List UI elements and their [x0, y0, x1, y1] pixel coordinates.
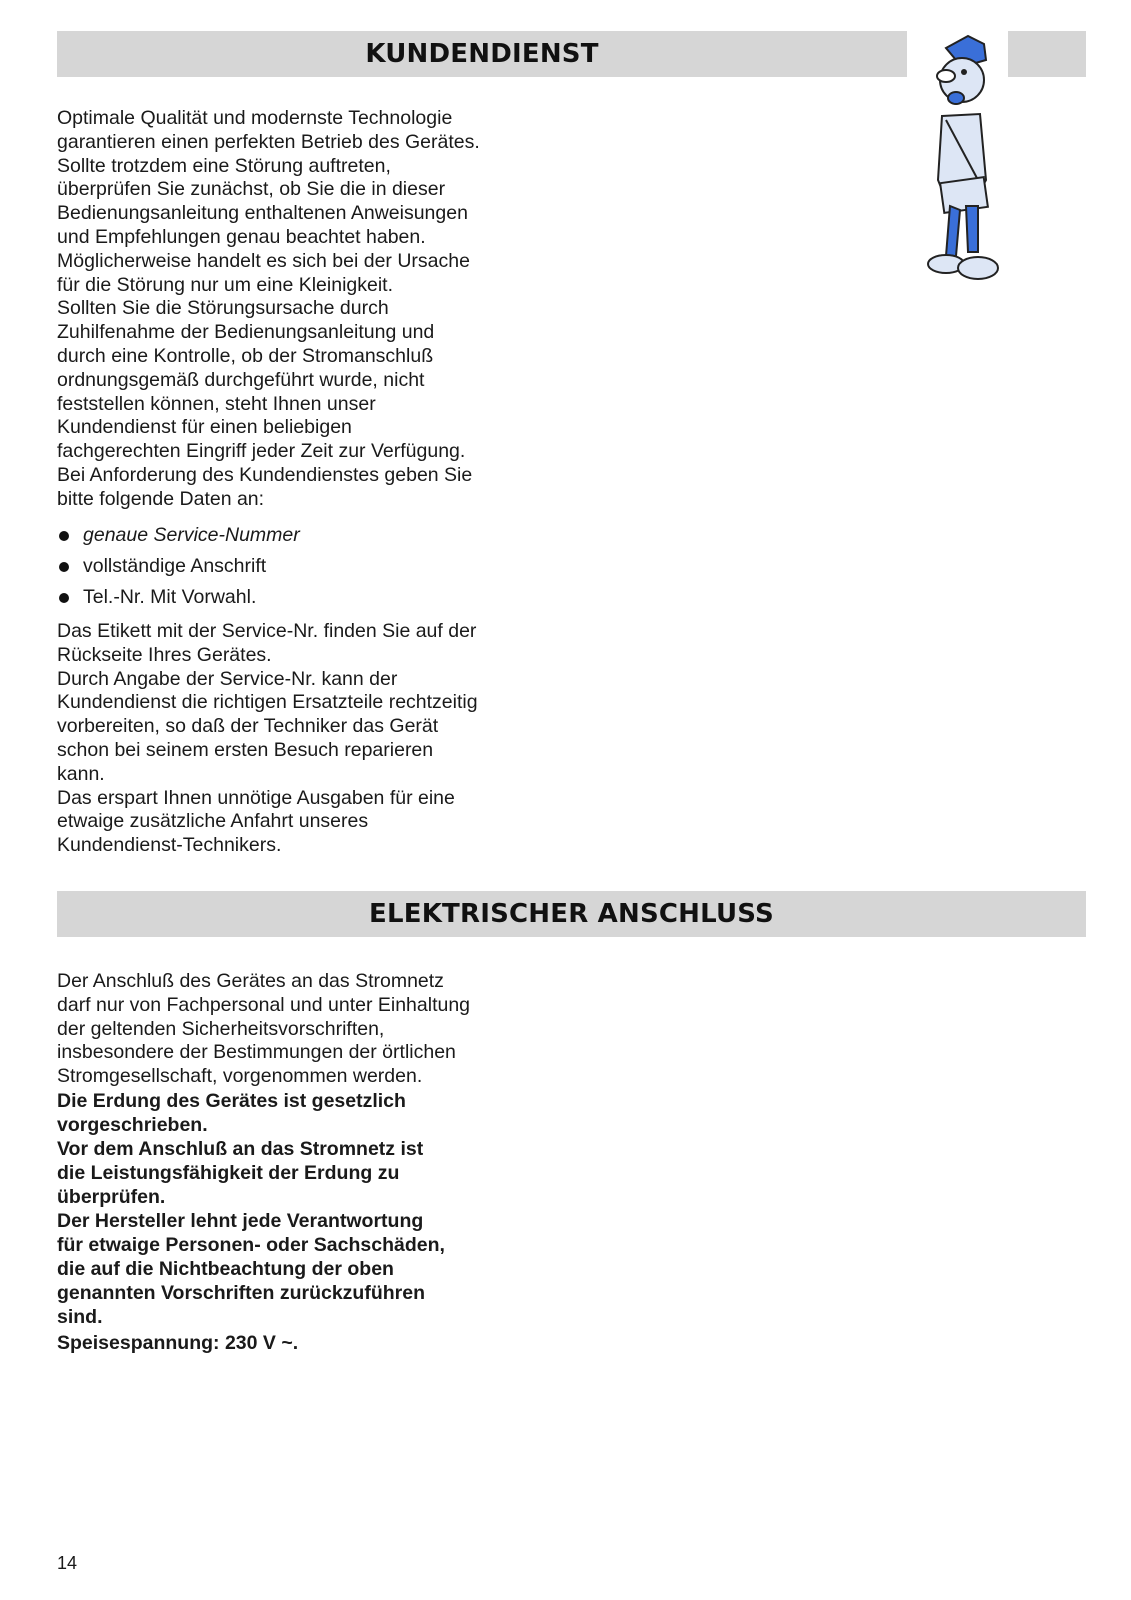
bullet-icon [59, 593, 69, 603]
list-item [57, 520, 300, 551]
section-header-elektrischer-anschluss [57, 891, 1086, 937]
supply-voltage-value: Speisespannung: 230 V ~. [57, 1332, 299, 1354]
anschluss-intro-paragraph: Der Anschluß des Gerätes an das Stromnetz darf nur von Fachpersonal und unter Einhaltung der geltenden Sicherheitsvorschriften, insbesondere der Bestimmungen der örtlichen Stromgesellschaft, vorgenommen werden. [57, 970, 471, 1088]
service-data-list [57, 520, 300, 613]
bullet-icon [59, 562, 69, 572]
kundendienst-outro-text [57, 620, 557, 858]
anschluss-intro-text [57, 970, 557, 1089]
anschluss-warning-text [57, 1089, 557, 1329]
section-header-kundendienst [57, 31, 907, 77]
bullet-icon [59, 531, 69, 541]
list-item-label: vollständige Anschrift [83, 555, 267, 577]
list-item [57, 551, 300, 582]
kundendienst-intro-text [57, 107, 557, 512]
page-number: 14 [57, 1553, 78, 1573]
anschluss-warning-paragraph: Die Erdung des Gerätes ist gesetzlich vorgeschrieben. Vor dem Anschluß an das Stromnetz ist die Leistungsfähigkeit der Erdung zu überprüfen. Der Hersteller lehnt jede Verantwortung für etwaige Personen- oder Sachschäden, die auf die Nichtbeachtung der oben genannten Vorschriften zurückzuführen sind. [57, 1090, 445, 1328]
section-title-kundendienst: KUNDENDIENST [365, 39, 599, 69]
list-item [57, 582, 300, 613]
section-header-bar-right [1008, 31, 1086, 77]
list-item-label: genaue Service-Nummer [83, 524, 300, 546]
kundendienst-outro-paragraph: Das Etikett mit der Service-Nr. finden Sie auf der Rückseite Ihres Gerätes. Durch Angabe der Service-Nr. kann der Kundendienst die richtigen Ersatzteile rechtzeitig vorbereiten, so daß der Techniker das Gerät schon bei seinem ersten Besuch reparieren kann. Das erspart Ihnen unnötige Ausgaben für eine etwaige zusätzliche Anfahrt unseres Kundendienst-Technikers. [57, 620, 478, 857]
section-title-elektrischer-anschluss: ELEKTRISCHER ANSCHLUSS [369, 899, 774, 929]
list-item-label: Tel.-Nr. Mit Vorwahl. [83, 586, 257, 608]
kundendienst-intro-paragraph: Optimale Qualität und modernste Technologie garantieren einen perfekten Betrieb des Gerätes. Sollte trotzdem eine Störung auftreten, überprüfen Sie zunächst, ob Sie die in dieser Bedienungsanleitung enthaltenen Anweisungen und Empfehlungen genau beachtet haben. Möglicherweise handelt es sich bei der Ursache für die Störung nur um eine Kleinigkeit. Sollten Sie die Störungsursache durch Zuhilfenahme der Bedienungsanleitung und durch eine Kontrolle, ob der Stromanschluß ordnungsgemäß durchgeführt wurde, nicht feststellen können, steht Ihnen unser Kundendienst für einen beliebigen fachgerechten Eingriff jeder Zeit zur Verfügung. Bei Anforderung des Kundendienstes geben Sie bitte folgende Daten an: [57, 107, 480, 510]
service-technician-illustration [916, 30, 1016, 286]
supply-voltage-text [57, 1332, 557, 1356]
